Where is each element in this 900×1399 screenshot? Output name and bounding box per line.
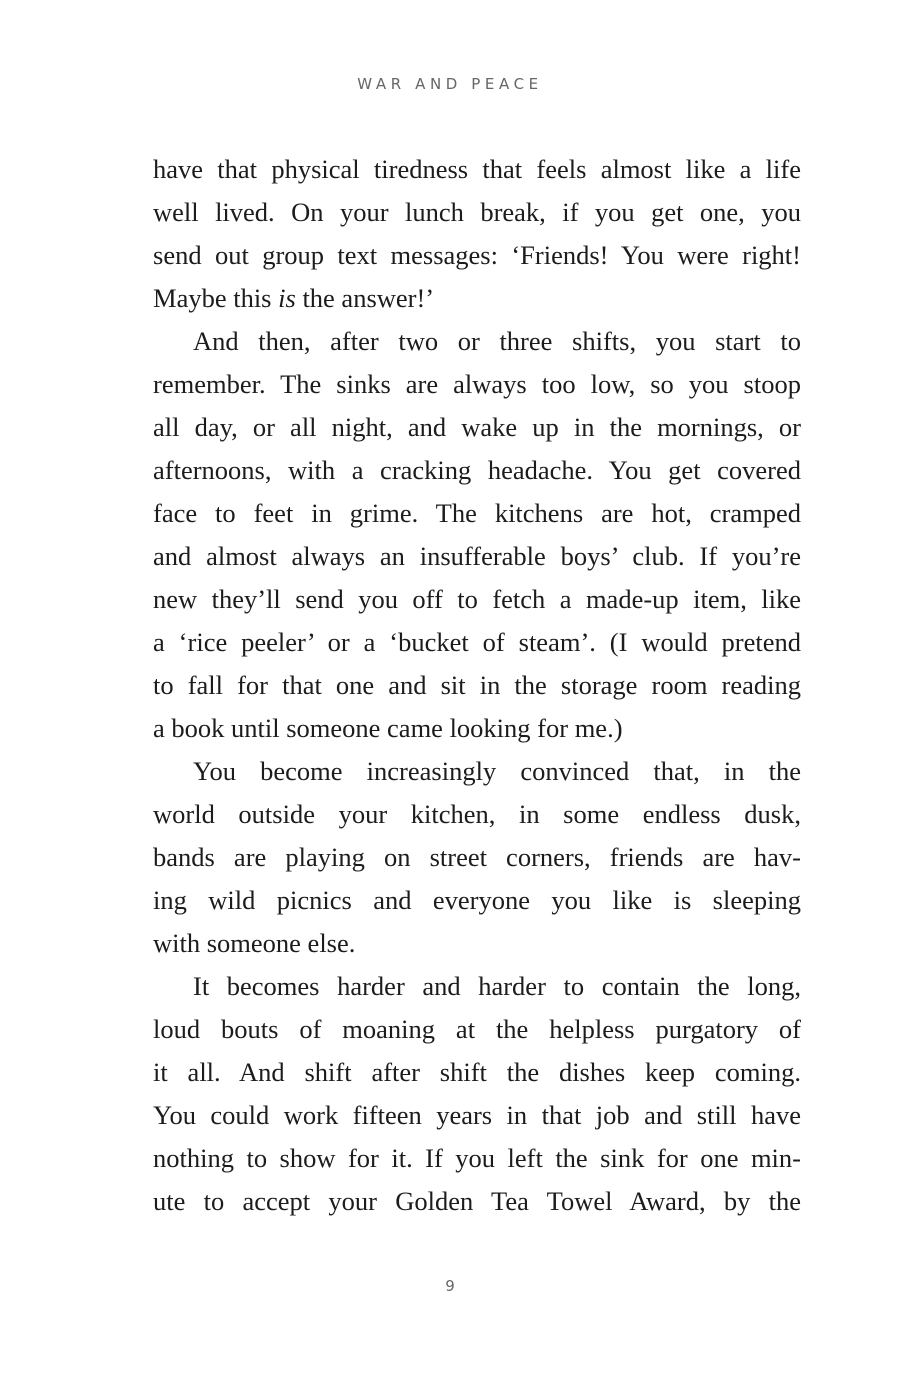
text-line: loud bouts of moaning at the helpless purgatory of <box>153 1014 801 1044</box>
page-number: 9 <box>445 1277 455 1295</box>
text-line: new they’ll send you off to fetch a made-up item, like <box>153 584 801 614</box>
text-line: remember. The sinks are always too low, so you stoop <box>153 369 801 399</box>
text-line: well lived. On your lunch break, if you get one, you <box>153 197 801 227</box>
body-text <box>153 148 801 1223</box>
text-line: It becomes harder and harder to contain the long, <box>193 971 801 1001</box>
text-line: it all. And shift after shift the dishes keep coming. <box>153 1057 801 1087</box>
text-line: a ‘rice peeler’ or a ‘bucket of steam’. (I would pretend <box>153 627 801 657</box>
emphasis-word: is <box>278 283 296 313</box>
text-line: ute to accept your Golden Tea Towel Award, by the <box>153 1186 801 1216</box>
text-line <box>153 277 801 320</box>
text-line: face to feet in grime. The kitchens are hot, cramped <box>153 498 801 528</box>
text-line: to fall for that one and sit in the storage room reading <box>153 670 801 700</box>
text-segment: the answer!’ <box>295 283 435 313</box>
text-line: and almost always an insufferable boys’ club. If you’re <box>153 541 801 571</box>
text-line: a book until someone came looking for me.) <box>153 713 623 743</box>
text-line: nothing to show for it. If you left the sink for one min- <box>153 1143 801 1173</box>
text-line: send out group text messages: ‘Friends! You were right! <box>153 240 801 270</box>
text-line: all day, or all night, and wake up in the mornings, or <box>153 412 801 442</box>
text-line: And then, after two or three shifts, you start to <box>193 326 801 356</box>
text-line: You become increasingly convinced that, in the <box>193 756 801 786</box>
text-line: ing wild picnics and everyone you like is sleeping <box>153 885 801 915</box>
text-line: bands are playing on street corners, friends are hav- <box>153 842 801 872</box>
text-segment: Maybe this <box>153 283 279 313</box>
text-line: You could work fifteen years in that job and still have <box>153 1100 801 1130</box>
running-head-title: WAR AND PEACE <box>357 75 543 93</box>
text-line: world outside your kitchen, in some endless dusk, <box>153 799 801 829</box>
text-line: have that physical tiredness that feels almost like a life <box>153 154 801 184</box>
text-line: afternoons, with a cracking headache. You get covered <box>153 455 801 485</box>
text-line: with someone else. <box>153 928 356 958</box>
